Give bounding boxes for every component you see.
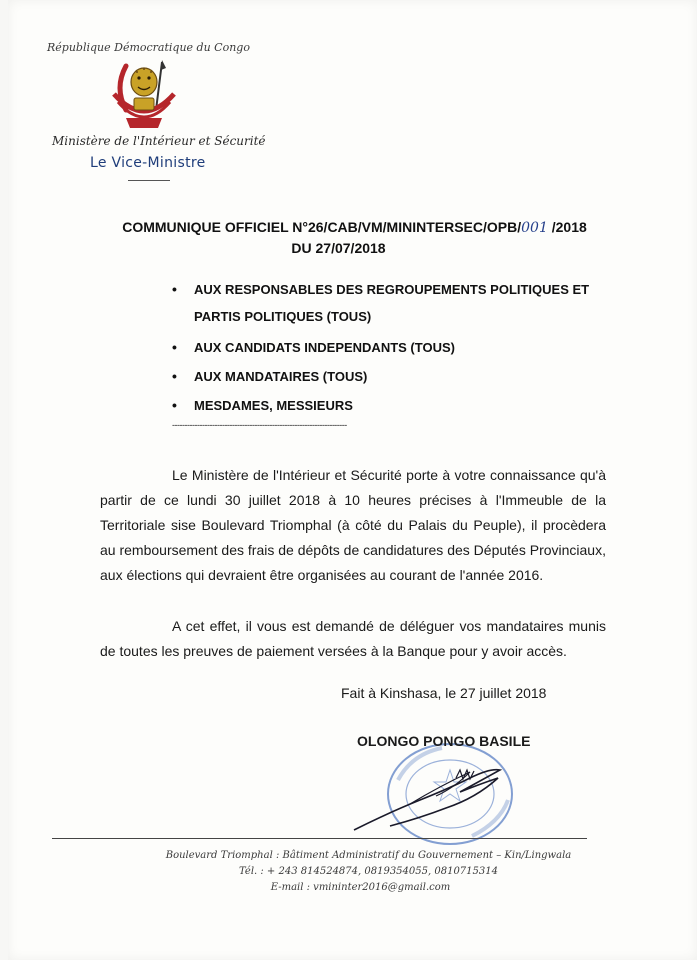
recipient-item: • AUX CANDIDATS INDEPENDANTS (TOUS)	[172, 334, 622, 361]
header-ministry: Ministère de l'Intérieur et Sécurité	[52, 134, 266, 148]
communique-title	[6, 219, 697, 236]
title-prefix: COMMUNIQUE OFFICIEL N°26/CAB/VM/MININTERSEC/OPB/	[122, 219, 522, 235]
title-suffix: /2018	[547, 219, 587, 235]
footer-email: E-mail : vmininter2016@gmail.com	[270, 882, 451, 893]
handwritten-number: 001	[521, 220, 548, 236]
recipient-item: • AUX MANDATAIRES (TOUS)	[172, 363, 622, 390]
communique-date: DU 27/07/2018	[291, 240, 386, 256]
recipient-item: • AUX RESPONSABLES DES REGROUPEMENTS POLITIQUES ET PARTIS POLITIQUES (TOUS)	[172, 276, 622, 330]
signer-name: OLONGO PONGO BASILE	[357, 733, 531, 749]
signature-icon	[350, 748, 520, 838]
header-divider	[128, 180, 170, 181]
coat-of-arms-icon	[104, 58, 184, 134]
place-date: Fait à Kinshasa, le 27 juillet 2018	[341, 685, 547, 701]
header-vice-minister: Le Vice-Ministre	[90, 155, 206, 171]
dashed-separator: ----------------------------------------------------------------------	[172, 420, 347, 430]
footer-divider	[52, 838, 587, 839]
recipients-list	[172, 276, 622, 419]
recipient-item: • MESDAMES, MESSIEURS	[172, 392, 622, 419]
footer-phone: Tél. : + 243 814524874, 0819354055, 0810715314	[239, 866, 498, 877]
body-paragraph-1: Le Ministère de l'Intérieur et Sécurité porte à votre connaissance qu'à partir de ce lundi 30 juillet 2018 à 10 heures précises à l'Immeuble de la Territoriale sise Boulevard Triomphal (à côté du Palais du Peuple), il procèdera au remboursement des frais de dépôts de candidatures des Députés Provinciaux, aux élections qui devraient être organisées au courant de l'année 2016.	[100, 467, 606, 583]
header-republic: République Démocratique du Congo	[47, 41, 250, 54]
body-paragraph-2: A cet effet, il vous est demandé de déléguer vos mandataires munis de toutes les preuves de paiement versées à la Banque pour y avoir accès.	[100, 618, 606, 659]
footer-address: Boulevard Triomphal : Bâtiment Administratif du Gouvernement – Kin/Lingwala	[165, 850, 572, 861]
